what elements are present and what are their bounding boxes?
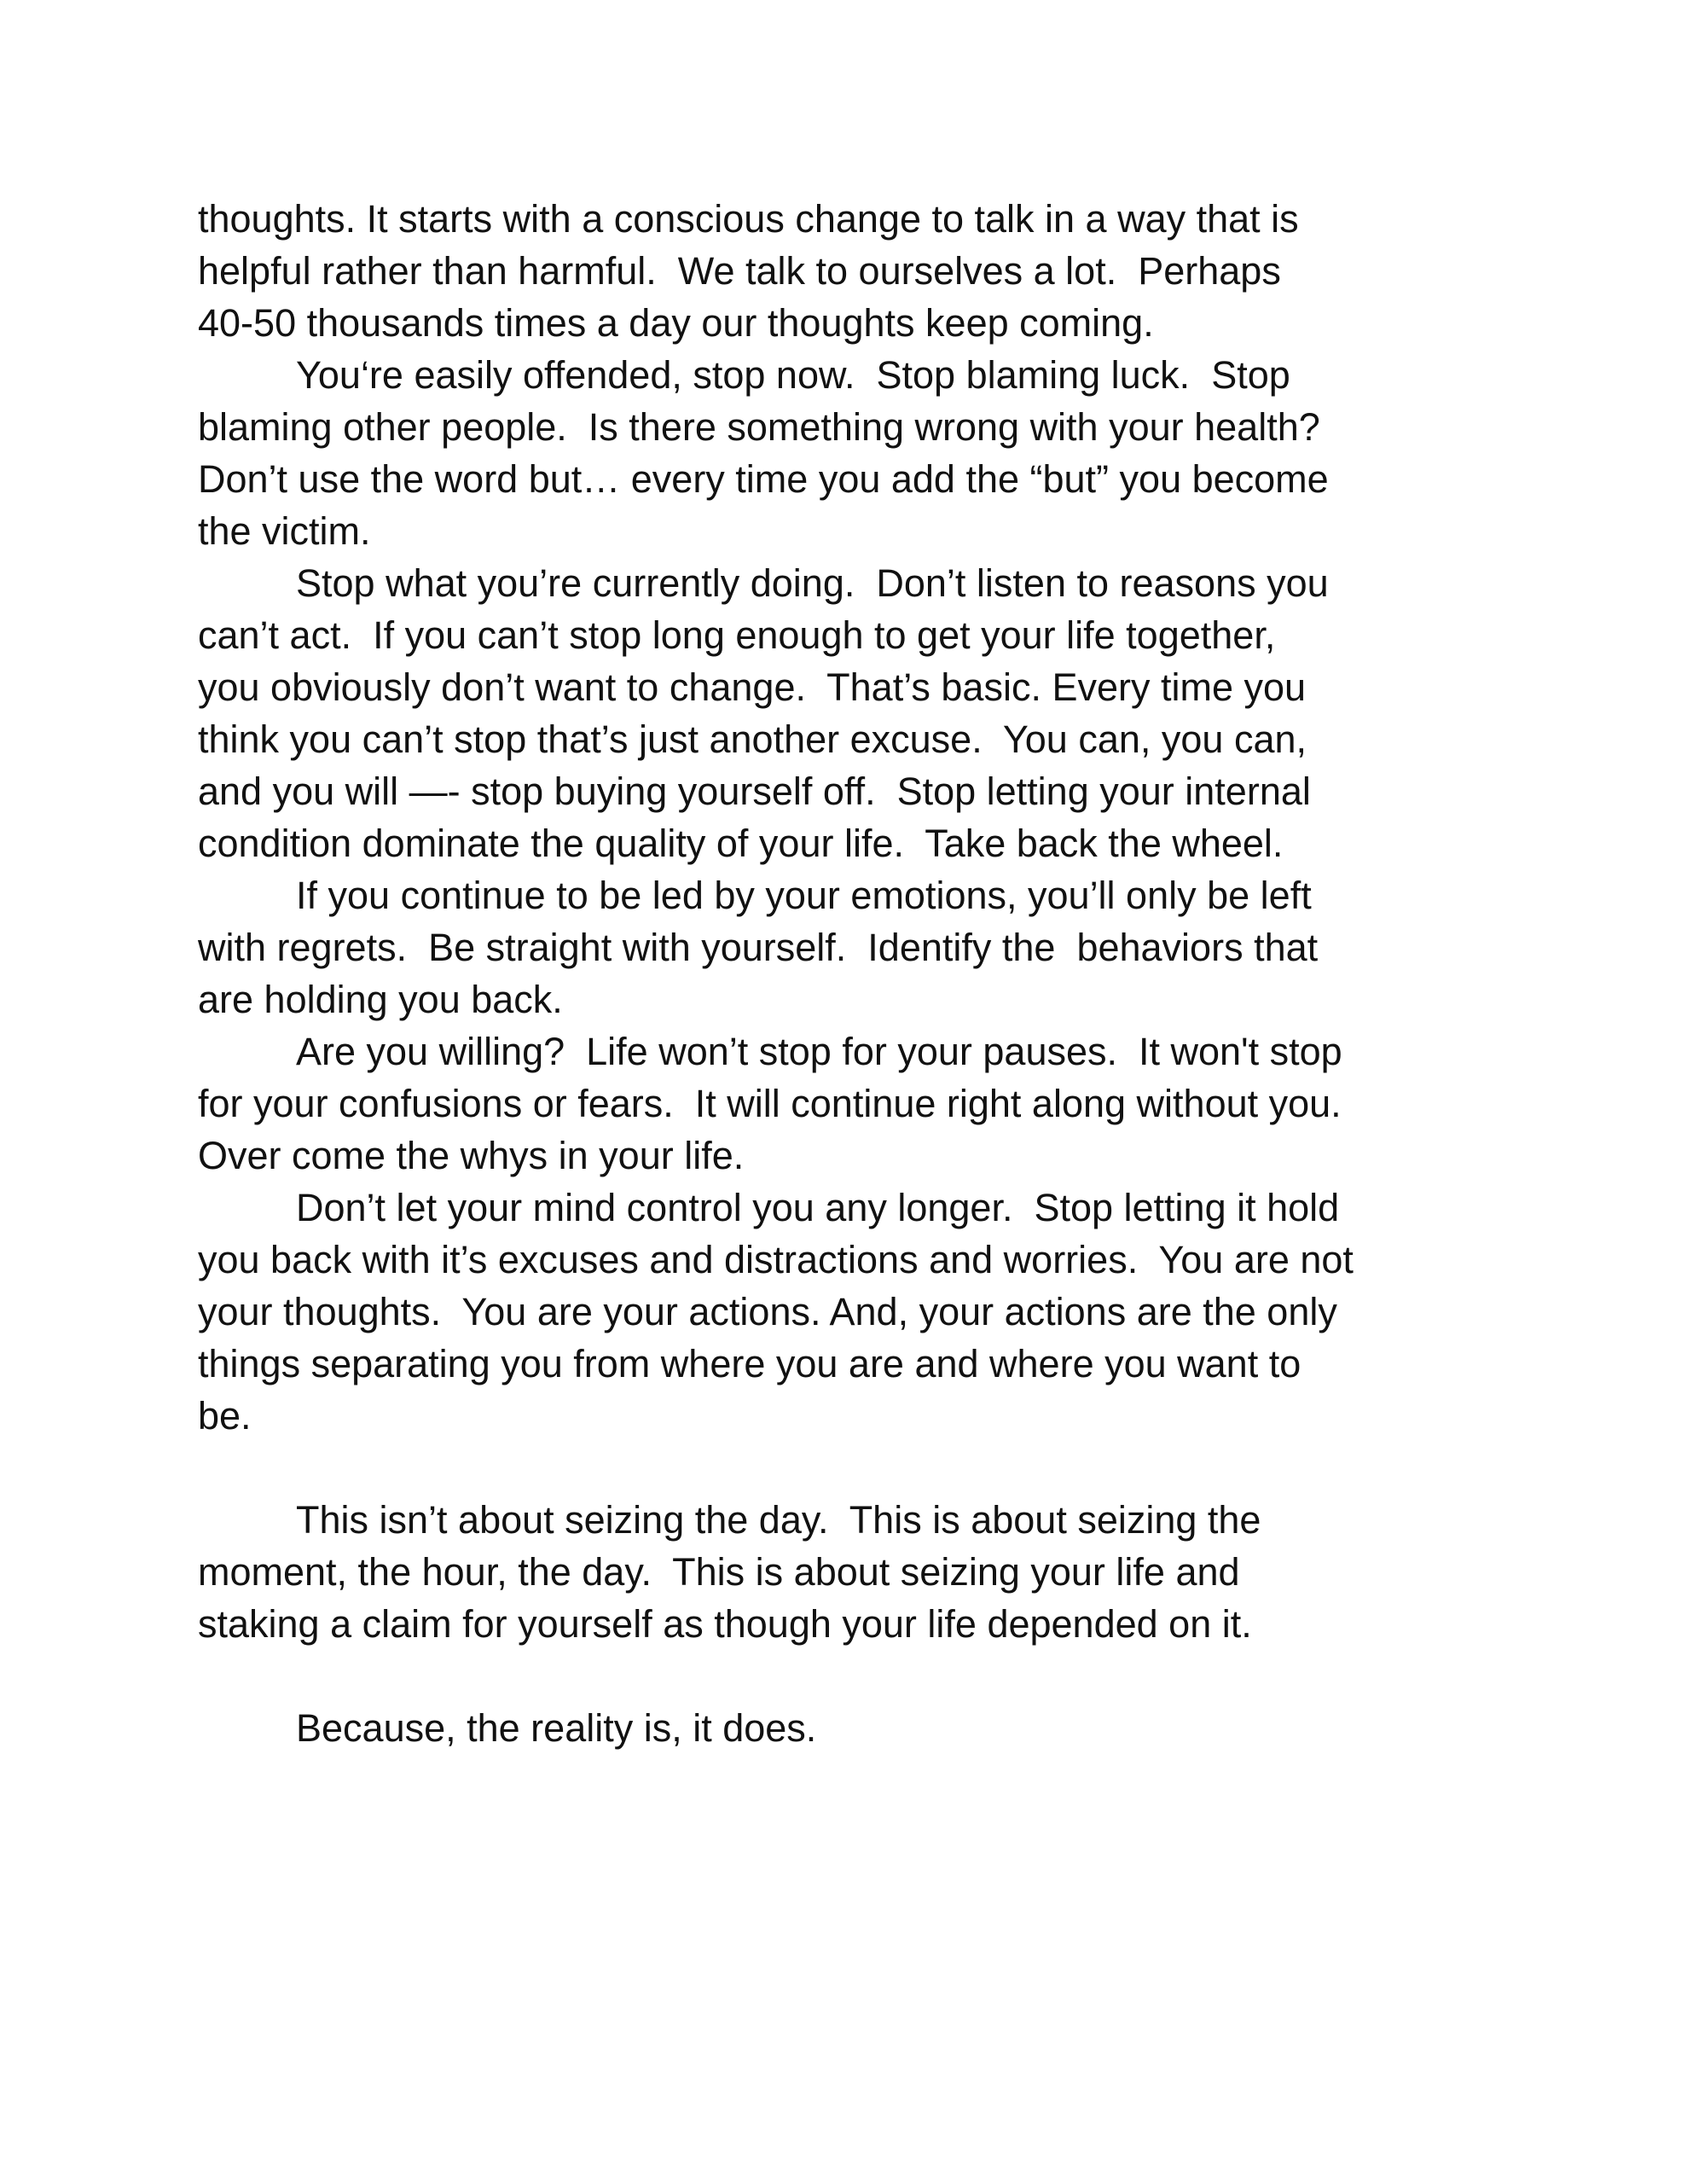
paragraph-first-line: Don’t let your mind control you any longer. Stop letting it hold bbox=[296, 1186, 1340, 1229]
body-text bbox=[198, 193, 1528, 1754]
text-line: things separating you from where you are and where you want to bbox=[198, 1342, 1301, 1385]
closing-line: Because, the reality is, it does. bbox=[296, 1706, 817, 1750]
text-line: are holding you back. bbox=[198, 978, 563, 1021]
text-line: for your confusions or fears. It will continue right along without you. bbox=[198, 1082, 1342, 1125]
paragraph-first-line: If you continue to be led by your emotions, you’ll only be left bbox=[296, 874, 1312, 917]
text-line: helpful rather than harmful. We talk to ourselves a lot. Perhaps bbox=[198, 249, 1281, 293]
text-line: condition dominate the quality of your life. Take back the wheel. bbox=[198, 822, 1284, 865]
text-line: be. bbox=[198, 1394, 252, 1438]
paragraph-first-line: You‘re easily offended, stop now. Stop blaming luck. Stop bbox=[296, 353, 1290, 397]
blank-line bbox=[198, 1650, 1528, 1702]
blank-line bbox=[198, 1442, 1528, 1494]
text-line: with regrets. Be straight with yourself. Identify the behaviors that bbox=[198, 926, 1319, 969]
text-line: you back with it’s excuses and distractions and worries. You are not bbox=[198, 1238, 1354, 1281]
text-line: staking a claim for yourself as though your life depended on it. bbox=[198, 1602, 1252, 1646]
text-line: you obviously don’t want to change. That’s basic. Every time you bbox=[198, 665, 1307, 709]
text-line: blaming other people. Is there something wrong with your health? bbox=[198, 405, 1320, 449]
paragraph-first-line: Stop what you’re currently doing. Don’t listen to reasons you bbox=[296, 561, 1329, 605]
text-line: thoughts. It starts with a conscious change to talk in a way that is bbox=[198, 197, 1299, 241]
text-line: 40-50 thousands times a day our thoughts keep coming. bbox=[198, 301, 1154, 345]
text-line: and you will —- stop buying yourself off. Stop letting your internal bbox=[198, 770, 1311, 813]
text-line: can’t act. If you can’t stop long enough to get your life together, bbox=[198, 613, 1276, 657]
text-line: Don’t use the word but… every time you add the “but” you become bbox=[198, 457, 1329, 501]
text-line: think you can’t stop that’s just another excuse. You can, you can, bbox=[198, 717, 1307, 761]
text-line: moment, the hour, the day. This is about seizing your life and bbox=[198, 1550, 1240, 1594]
paragraph-first-line: This isn’t about seizing the day. This is about seizing the bbox=[296, 1498, 1261, 1542]
text-line: your thoughts. You are your actions. And, your actions are the only bbox=[198, 1290, 1337, 1333]
text-line: the victim. bbox=[198, 509, 371, 553]
text-line: Over come the whys in your life. bbox=[198, 1134, 745, 1177]
paragraph-first-line: Are you willing? Life won’t stop for your pauses. It won't stop bbox=[296, 1030, 1342, 1073]
